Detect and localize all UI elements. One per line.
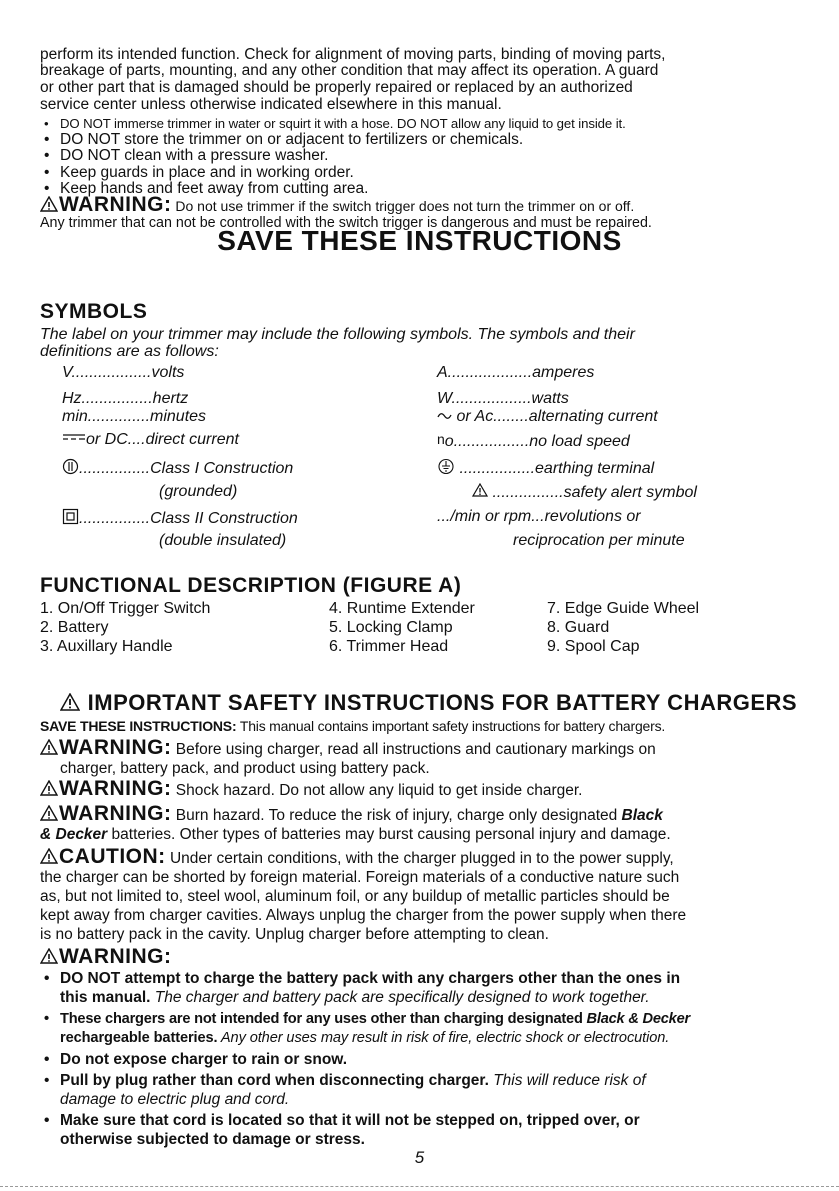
bullet-item-cont: this manual. The charger and battery pack are specifically designed to work together.	[60, 989, 650, 1006]
parts-list-item: 6. Trimmer Head	[329, 638, 449, 655]
safety-alert-icon	[40, 196, 58, 212]
bullet-item: • Do not expose charger to rain or snow.	[60, 1050, 811, 1069]
symbol-safety-alert: ................safety alert symbol	[472, 483, 697, 502]
symbol-watts: W..................watts	[437, 390, 569, 407]
symbol-class-1-note: (grounded)	[159, 483, 238, 500]
safety-alert-icon	[60, 693, 80, 711]
save-instructions-title: SAVE THESE INSTRUCTIONS	[217, 225, 622, 256]
warning-trigger	[40, 195, 811, 216]
symbol-rpm: .../min or rpm...revolutions or	[437, 508, 641, 525]
class-1-construction-icon	[62, 458, 79, 475]
symbol-hertz: Hz................hertz	[62, 390, 189, 407]
warning-label: WARNING:	[59, 193, 172, 216]
warning-shock-hazard: WARNING: Shock hazard. Do not allow any liquid to get inside charger.	[40, 779, 811, 800]
page-number: 5	[414, 1148, 425, 1167]
symbol-alternating-current: or Ac........alternating current	[437, 408, 658, 426]
symbol-class-1: ................Class I Construction	[62, 458, 293, 478]
safety-alert-icon	[40, 739, 58, 755]
caution-line: kept away from charger cavities. Always unplug the charger from the power supply when there	[40, 907, 687, 924]
bullet-item: • DO NOT immerse trimmer in water or squirt it with a hose. DO NOT allow any liquid to get inside it.	[60, 114, 811, 133]
parts-list-item: 7. Edge Guide Wheel	[547, 600, 700, 617]
warning-burn-hazard: WARNING: Burn hazard. To reduce the risk of injury, charge only designated Black	[40, 804, 811, 825]
warning-text: Do not use trimmer if the switch trigger does not turn the trimmer on or off.	[171, 198, 635, 214]
bullet-item: • DO NOT clean with a pressure washer.	[60, 146, 811, 165]
symbols-intro: The label on your trimmer may include the following symbols. The symbols and their	[40, 326, 635, 343]
warning-line: charger, battery pack, and product using battery pack.	[60, 760, 430, 777]
save-instructions-note: SAVE THESE INSTRUCTIONS: This manual contains important safety instructions for battery chargers.	[40, 718, 666, 734]
parts-list-item: 4. Runtime Extender	[329, 600, 475, 617]
symbol-amperes: A...................amperes	[437, 364, 595, 381]
symbol-class-2: ................Class II Construction	[62, 508, 298, 528]
bullet-item: • Keep guards in place and in working order.	[60, 163, 811, 182]
symbol-rpm-note: reciprocation per minute	[513, 532, 685, 549]
parts-list-item: 1. On/Off Trigger Switch	[40, 600, 211, 617]
bullet-item: • Pull by plug rather than cord when disconnecting charger. This will reduce risk of	[60, 1071, 811, 1090]
intro-line: perform its intended function. Check for alignment of moving parts, binding of moving parts,	[40, 46, 666, 63]
bullet-item: • Make sure that cord is located so that it will not be stepped on, tripped over, or	[60, 1111, 811, 1130]
warning-line: Any trimmer that can not be controlled with the switch trigger is dangerous and must be repaired.	[40, 215, 652, 231]
direct-current-icon	[62, 431, 86, 443]
parts-list-item: 3. Auxillary Handle	[40, 638, 173, 655]
caution-conductive: CAUTION: Under certain conditions, with the charger plugged in to the power supply,	[40, 847, 811, 868]
caution-line: the charger can be shorted by foreign material. Foreign materials of a conductive nature such	[40, 869, 680, 886]
n-icon: n	[437, 431, 445, 447]
intro-line: service center unless otherwise indicated elsewhere in this manual.	[40, 96, 502, 113]
bullet-item: • Keep hands and feet away from cutting area.	[60, 179, 811, 198]
alternating-current-icon	[437, 411, 452, 421]
safety-alert-icon	[40, 948, 58, 964]
warning-read-instructions: WARNING: Before using charger, read all instructions and cautionary markings on	[40, 738, 811, 759]
caution-line: is no battery pack in the cavity. Unplug charger before attempting to clean.	[40, 926, 549, 943]
intro-line: or other part that is damaged should be properly repaired or replaced by an authorized	[40, 79, 633, 96]
symbol-volts: V..................volts	[62, 364, 185, 381]
symbol-earthing-terminal: .................earthing terminal	[437, 458, 654, 478]
warning-charger-list: WARNING:	[40, 947, 811, 968]
symbols-intro: definitions are as follows:	[40, 343, 219, 360]
bullet-item: • DO NOT attempt to charge the battery pack with any chargers other than the ones in	[60, 969, 811, 988]
symbol-minutes: min..............minutes	[62, 408, 207, 425]
functional-heading: FUNCTIONAL DESCRIPTION (FIGURE A)	[40, 574, 462, 597]
caution-line: as, but not limited to, steel wool, aluminum foil, or any buildup of metallic particles should be	[40, 888, 670, 905]
class-2-construction-icon	[62, 508, 79, 525]
symbols-heading: SYMBOLS	[40, 300, 148, 323]
safety-alert-icon	[40, 780, 58, 796]
parts-list-item: 8. Guard	[547, 619, 610, 636]
page-edge	[0, 1186, 839, 1187]
parts-list-item: 2. Battery	[40, 619, 109, 636]
safety-alert-icon	[472, 483, 488, 497]
symbol-direct-current: or DC....direct current	[62, 431, 239, 449]
parts-list-item: 9. Spool Cap	[547, 638, 640, 655]
warning-line: & Decker batteries. Other types of batteries may burst causing personal injury and damage.	[40, 826, 671, 843]
earthing-terminal-icon	[437, 458, 455, 475]
bullet-item: • These chargers are not intended for any uses other than charging designated Black & Decker	[60, 1010, 811, 1029]
bullet-item-cont: otherwise subjected to damage or stress.	[60, 1131, 365, 1148]
safety-alert-icon	[40, 805, 58, 821]
parts-list-item: 5. Locking Clamp	[329, 619, 453, 636]
bullet-item-cont: rechargeable batteries. Any other uses may result in risk of fire, electric shock or electrocution.	[60, 1030, 670, 1046]
chargers-heading: IMPORTANT SAFETY INSTRUCTIONS FOR BATTERY CHARGERS	[60, 690, 797, 716]
bullet-item-cont: damage to electric plug and cord.	[60, 1091, 290, 1108]
intro-line: breakage of parts, mounting, and any other condition that may affect its operation. A guard	[40, 62, 659, 79]
symbol-no-load-speed: no.................no load speed	[437, 431, 630, 450]
bullet-item: • DO NOT store the trimmer on or adjacent to fertilizers or chemicals.	[60, 130, 811, 149]
symbol-class-2-note: (double insulated)	[159, 532, 287, 549]
safety-alert-icon	[40, 848, 58, 864]
